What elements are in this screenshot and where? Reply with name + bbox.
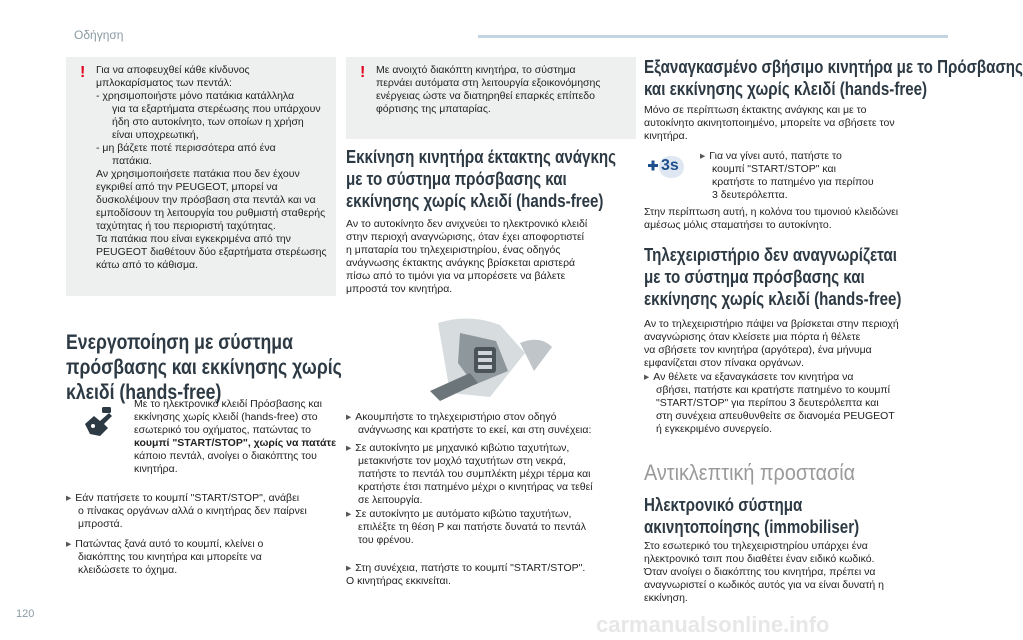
steering-column-reader-illustration <box>430 313 560 401</box>
section-title-emergency-start: Εκκίνηση κινητήρα έκτακτης ανάγκης με το σύστημα πρόσβασης και εκκίνησης χωρίς κλειδί (hands-free) <box>346 147 616 211</box>
watermark: carmanualsonline.info <box>596 612 830 637</box>
arrow-bullet-icon: ▸ <box>700 150 706 162</box>
arrow-bullet-icon: ▸ <box>644 371 650 383</box>
section-title-forced-stop: Εξαναγκασμένο σβήσιμο κινητήρα με το Πρόσβασης και εκκίνησης χωρίς κλειδί (hands-free) <box>644 57 1023 99</box>
section-title-anti-theft: Αντικλεπτική προστασία <box>644 460 856 485</box>
warning-text: Για να αποφευχθεί κάθε κίνδυνος μπλοκαρίσματος των πεντάλ: - χρησιμοποιήστε μόνο πατάκια κατάλληλα για τα εξαρτήματα στερέωσης που υπάρχουν ήδη στο αυτοκίνητο, των οποίων η χρήση είναι υποχρεωτική, - μη βάζετε ποτέ περισσότερα από ένα πατάκια. Αν χρησιμοποιήσετε πατάκια που δεν έχουν εγκριθεί από την PEUGEOT, μπορεί να δυσκολέψουν την πρόσβαση στα πεντάλ και να εμποδίσουν τη λειτουργία του ρυθμιστή σταθερής ταχύτητας ή του περιοριστή ταχύτητας. Τα πατάκια που είναι εγκεκριμένα από την PEUGEOT διαθέτουν δύο εξαρτήματα στερέωσης κάτω από το κάθισμα. <box>96 64 327 271</box>
activation-intro: Με το ηλεκτρονικό κλειδί Πρόσβασης και εκκίνησης χωρίς κλειδί (hands-free) στο εσωτερικό του οχήματος, πατώντας το κουμπί "START/STOP", χωρίς να πατάτε κάποιο πεντάλ, ανοίγει ο διακόπτης του κινητήρα. <box>134 398 337 475</box>
remote-body: Αν το τηλεχειριστήριο πάψει να βρίσκεται στην περιοχή αναγνώρισης όταν κλείσετε μια πόρτα ή θέλετε να σβήσετε τον κινητήρα (αργότερα), ένα μήνυμα εμφανίζεται στον πίνακα οργάνων. <box>644 318 899 369</box>
emergency-bullet-1: ▸ Ακουμπήστε το τηλεχειριστήριο στον οδηγό ανάγνωσης και κρατήστε το εκεί, και στη συνέχεια: <box>346 411 592 436</box>
section-title-immobiliser: Ηλεκτρονικό σύστημα ακινητοποίησης (immobiliser) <box>644 495 860 537</box>
arrow-bullet-icon: ▸ <box>66 538 72 550</box>
hand-key-icon <box>82 404 114 438</box>
hold-3-seconds-icon: 3s <box>646 152 686 182</box>
emergency-final: Ο κινητήρας εκκινείται. <box>346 575 451 587</box>
arrow-bullet-icon: ▸ <box>346 508 352 520</box>
forced-stop-after: Στην περίπτωση αυτή, η κολόνα του τιμονιού κλειδώνει αμέσως μόλις σταματήσει το αυτοκίνητο. <box>644 206 899 231</box>
header-divider <box>478 35 948 38</box>
emergency-bullet-3: ▸ Σε αυτοκίνητο με αυτόματο κιβώτιο ταχυτήτων, επιλέξτε τη θέση P και πατήστε δυνατά το πεντάλ του φρένου. <box>346 508 586 546</box>
forced-stop-bullet: ▸ Για να γίνει αυτό, πατήστε το κουμπί "START/STOP" και κρατήστε το πατημένο για περίπου 3 δευτερόλεπτα. <box>700 150 874 201</box>
info-exclamation-icon: ! <box>360 64 366 81</box>
arrow-bullet-icon: ▸ <box>346 442 352 454</box>
remote-bullet: ▸ Αν θέλετε να εξαναγκάσετε τον κινητήρα να σβήσει, πατήστε και κρατήστε πατημένο το κουμπί "START/STOP" για περίπου 3 δευτερόλεπτα και στη συνέχεια απευθυνθείτε σε διανομέα PEUGEOT ή εγκεκριμένο συνεργείο. <box>644 371 895 435</box>
activation-bullet-2: ▸ Πατώντας ξανά αυτό το κουμπί, κλείνει ο διακόπτης του κινητήρα και μπορείτε να κλειδώσετε το όχημα. <box>66 538 264 576</box>
header-section-title: Οδήγηση <box>74 28 124 42</box>
emergency-bullet-2: ▸ Σε αυτοκίνητο με μηχανικό κιβώτιο ταχυτήτων, μετακινήστε τον μοχλό ταχυτήτων στη νεκρά, πατήστε το πεντάλ του συμπλέκτη μέχρι τέρμα και κρατήστε έτσι πατημένο μέχρι ο κινητήρας να τεθεί σε λειτουργία. <box>346 442 593 506</box>
emergency-body: Αν το αυτοκίνητο δεν ανιχνεύει το ηλεκτρονικό κλειδί στην περιοχή αναγνώρισης, όταν έχει αποφορτιστεί η μπαταρία του τηλεχειριστηρίου, ένας οδηγός ανάγνωσης έκτακτης ανάγκης βρίσκεται αριστερά πίσω από το τιμόνι για να μπορέσετε να βάλετε μπροστά τον κινητήρα. <box>346 218 588 295</box>
emergency-bullet-4: ▸ Στη συνέχεια, πατήστε το κουμπί "START/STOP". <box>346 562 586 574</box>
arrow-bullet-icon: ▸ <box>346 411 352 423</box>
section-title-activation: Ενεργοποίηση με σύστημα πρόσβασης και εκκίνησης χωρίς κλειδί (hands-free) <box>66 331 342 404</box>
immobiliser-body: Στο εσωτερικό του τηλεχειριστηρίου υπάρχει ένα ηλεκτρονικό τσιπ που διαθέτει έναν ειδικό κωδικό. Όταν ανοίγει ο διακόπτης του κινητήρα, πρέπει να αναγνωριστεί ο κωδικός αυτός για να είναι δυνατή η εκκίνηση. <box>644 540 884 604</box>
section-title-remote-not-recognised: Τηλεχειριστήριο δεν αναγνωρίζεται με το σύστημα πρόσβασης και εκκίνησης χωρίς κλειδί (hands-free) <box>644 245 902 309</box>
arrow-bullet-icon: ▸ <box>66 492 72 504</box>
warning-exclamation-icon: ! <box>80 64 86 81</box>
arrow-bullet-icon: ▸ <box>346 562 352 574</box>
info-text: Με ανοιχτό διακόπτη κινητήρα, το σύστημα περνάει αυτόματα στη λειτουργία εξοικονόμησης ενέργειας ώστε να διατηρηθεί επαρκές επίπεδο φόρτισης της μπαταρίας. <box>376 64 601 115</box>
page-number: 120 <box>16 608 35 620</box>
forced-stop-body: Μόνο σε περίπτωση έκτακτης ανάγκης και με το αυτοκίνητο ακινητοποιημένο, μπορείτε να σβήσετε τον κινητήρα. <box>644 104 895 142</box>
activation-bullet-1: ▸ Εάν πατήσετε το κουμπί "START/STOP", ανάβει ο πίνακας οργάνων αλλά ο κινητήρας δεν παίρνει μπροστά. <box>66 492 307 530</box>
